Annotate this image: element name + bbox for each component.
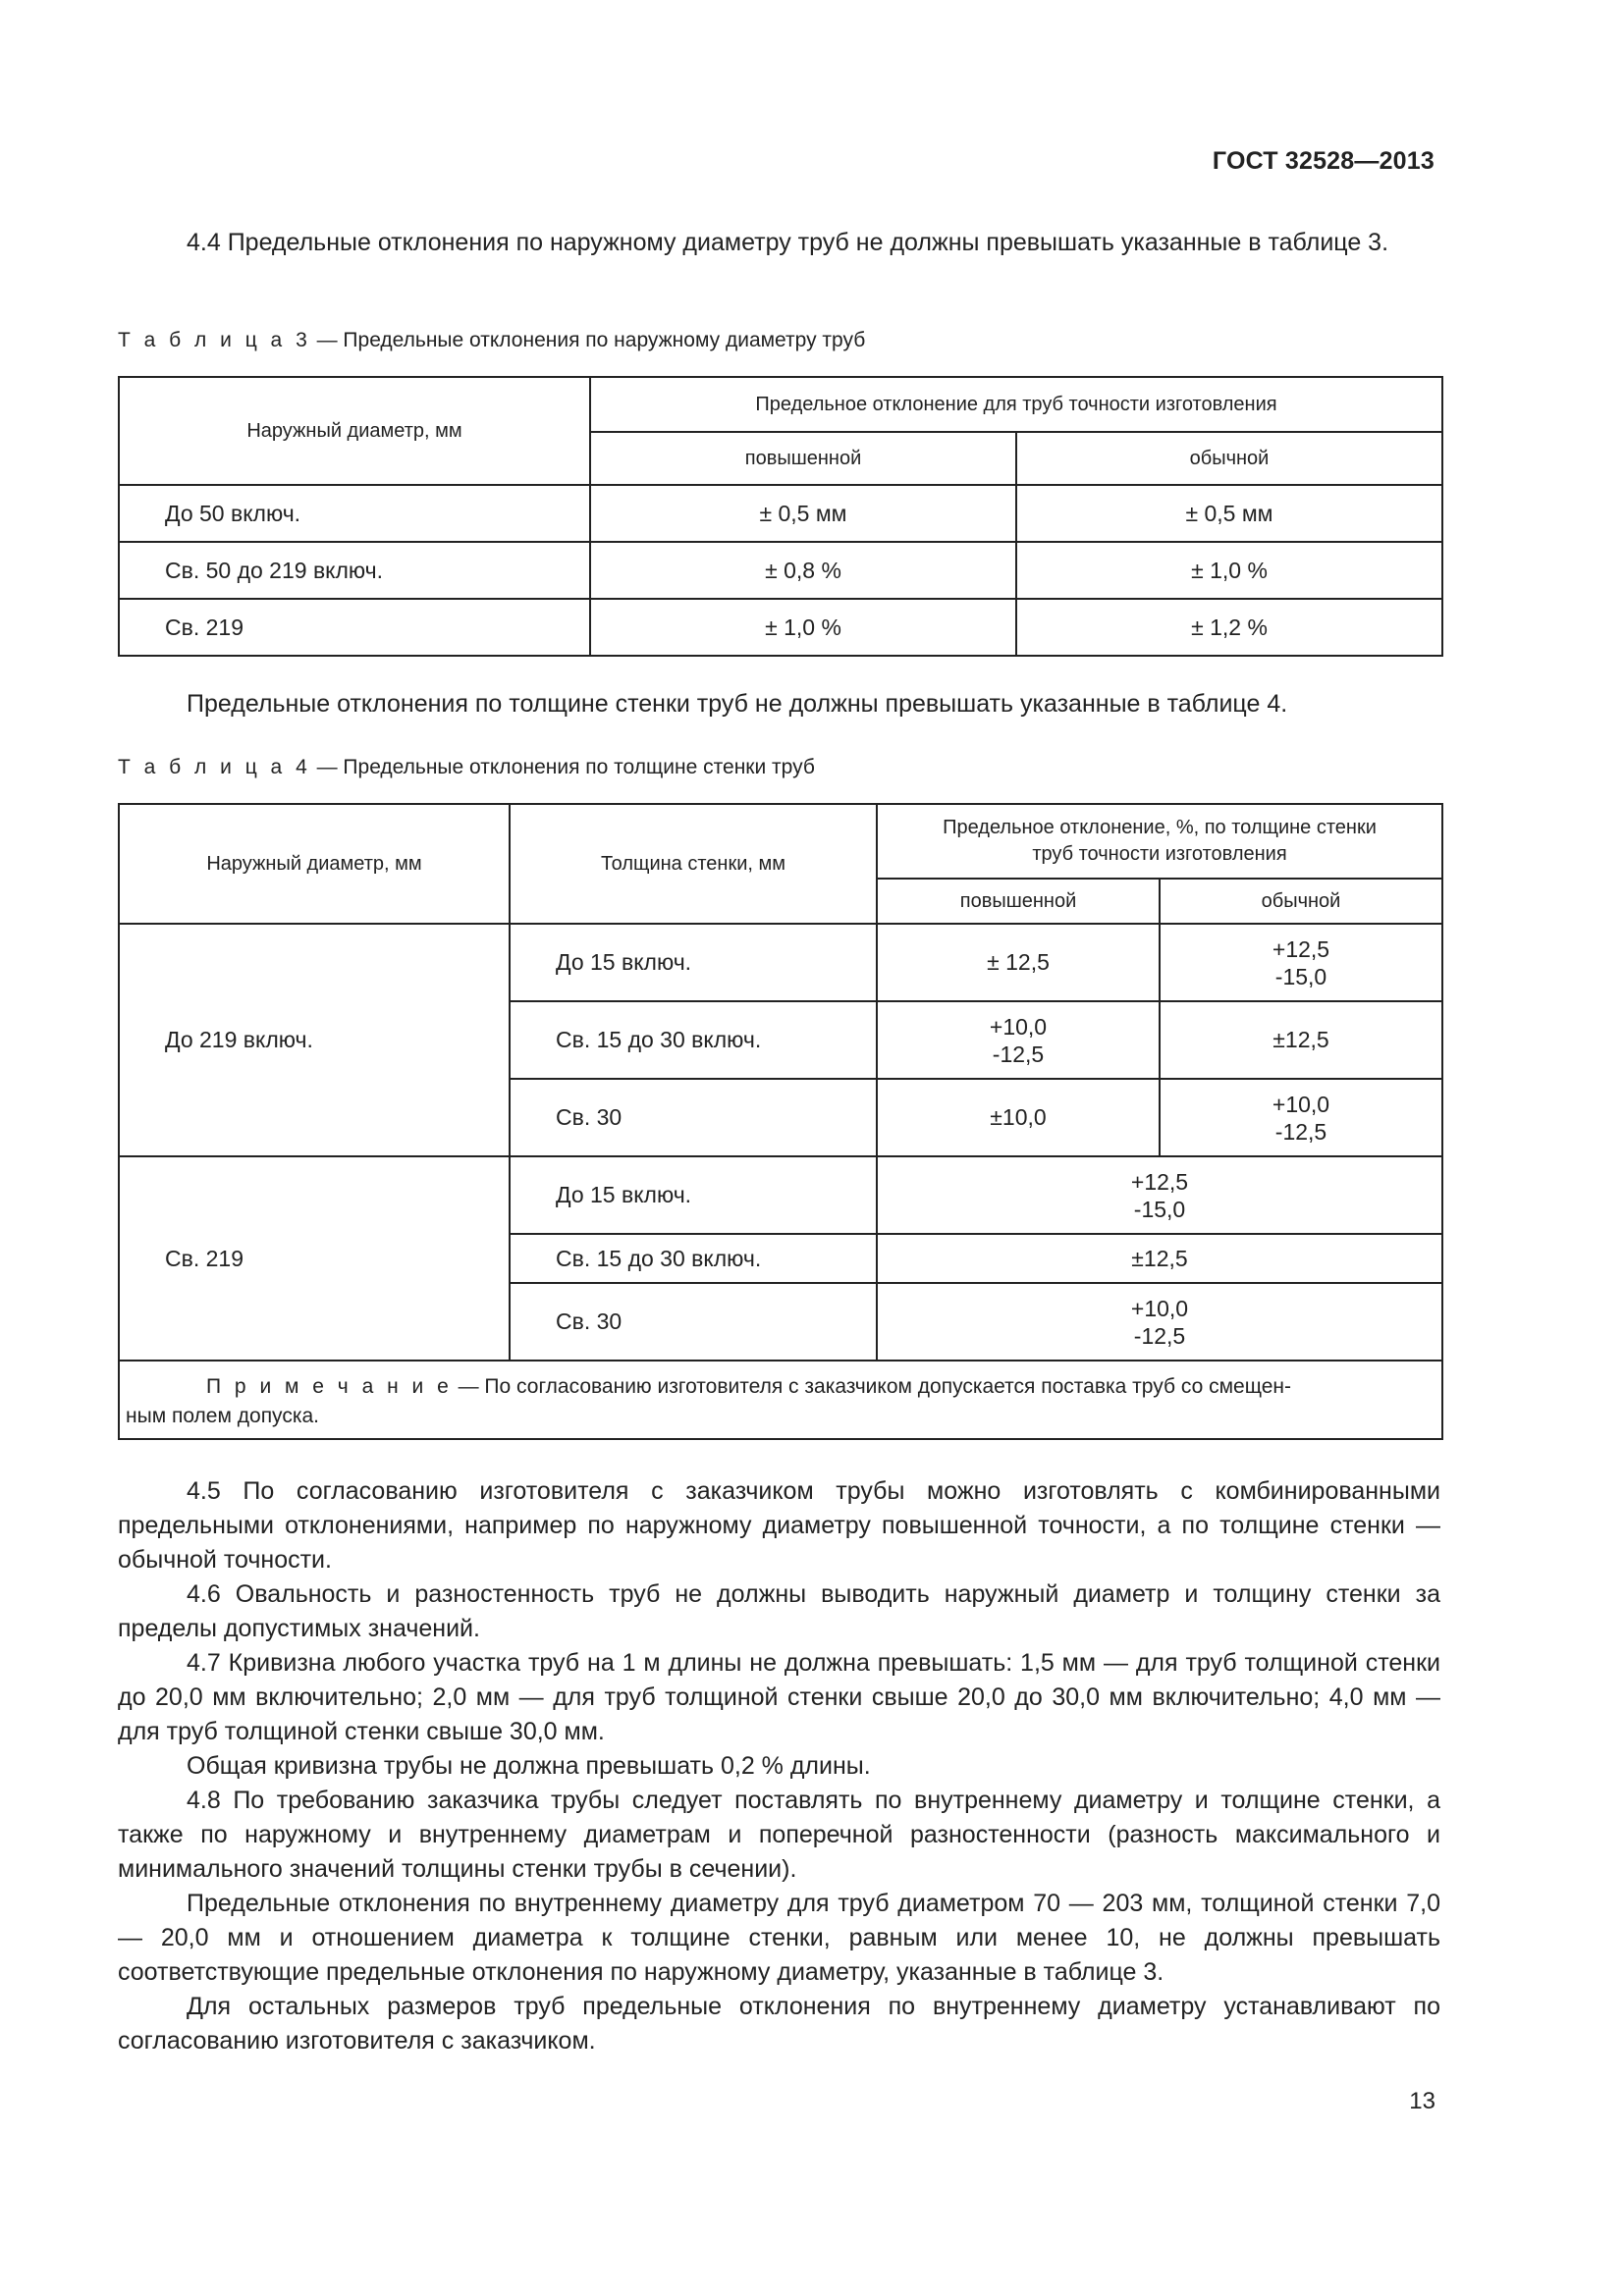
table-note [119,1361,1442,1439]
table-3 [118,376,1443,657]
t4-cell-wall: Св. 30 [510,1079,877,1156]
t4-group1-diameter: До 219 включ. [119,924,510,1156]
table-row [119,542,1442,599]
t4-cell-value [877,1283,1442,1361]
t4-cell-high: ±10,0 [877,1079,1160,1156]
t4-cell-wall: Св. 15 до 30 включ. [510,1234,877,1283]
t4-header-normal: обычной [1160,879,1442,924]
t4-cell-wall: До 15 включ. [510,924,877,1001]
t4-value-plus: +12,5 [1130,1168,1189,1195]
t3-header-diameter: Наружный диаметр, мм [119,377,590,485]
t4-header-high: повышенной [877,879,1160,924]
table4-caption [118,756,815,779]
t3-cell-diameter: Св. 219 [119,599,590,656]
t4-cell-wall: Св. 30 [510,1283,877,1361]
t4-value-minus: -15,0 [1133,1196,1186,1222]
paragraph-4-4: 4.4 Предельные отклонения по наружному диаметру труб не должны превышать указанные в таблице 3. [187,229,1389,256]
t4-value-plus: +10,0 [1272,1091,1330,1117]
table-4 [118,803,1443,1440]
t3-cell-normal: ± 0,5 мм [1016,485,1442,542]
t4-value-plus: +10,0 [989,1013,1048,1040]
table4-caption-prefix: Т а б л и ц а 4 [118,756,311,778]
table-row [119,924,1442,1001]
t4-cell-wall: Св. 15 до 30 включ. [510,1001,877,1079]
note-line-1 [126,1372,1435,1402]
t4-value-minus: -15,0 [1274,963,1327,989]
note-prefix: П р и м е ч а н и е [206,1375,453,1398]
table-row [119,1156,1442,1234]
page-number: 13 [1409,2088,1435,2114]
t4-header-wall: Толщина стенки, мм [510,804,877,924]
table-note-row [119,1361,1442,1439]
t4-value-minus: -12,5 [992,1041,1045,1067]
table4-caption-text: — Предельные отклонения по толщине стенки труб [310,756,815,778]
t3-header-high: повышенной [590,432,1016,485]
t4-cell-value [877,1156,1442,1234]
t3-cell-diameter: До 50 включ. [119,485,590,542]
t3-cell-normal: ± 1,2 % [1016,599,1442,656]
t4-value-plus: +10,0 [1130,1295,1189,1321]
standard-code: ГОСТ 32528—2013 [1212,147,1435,175]
t4-header-deviation-line2: труб точности изготовления [1032,843,1287,865]
paragraph-4-7: 4.7 Кривизна любого участка труб на 1 м длины не должна превышать: 1,5 мм — для труб толщиной стенки до 20,0 мм включительно; 2,0 мм — для труб толщиной стенки свыше 20,0 до 30,0 мм включительно; 4,0 мм — для труб толщиной стенки свыше 30,0 мм. [118,1649,1440,1745]
table-row [119,485,1442,542]
t4-header-diameter: Наружный диаметр, мм [119,804,510,924]
t3-header-deviation: Предельное отклонение для труб точности изготовления [590,377,1442,432]
t3-cell-high: ± 0,5 мм [590,485,1016,542]
t4-cell-normal [1160,1079,1442,1156]
paragraph-4-8: 4.8 По требованию заказчика трубы следует поставлять по внутреннему диаметру и толщине стенки, а также по наружному и внутреннему диаметрам и поперечной разностенности (разность максимального и минимального значений толщины стенки трубы в сечении). [118,1787,1440,1883]
table3-caption-text: — Предельные отклонения по наружному диаметру труб [310,329,866,351]
t3-cell-normal: ± 1,0 % [1016,542,1442,599]
t4-value-minus: -12,5 [1133,1322,1186,1349]
t3-cell-diameter: Св. 50 до 219 включ. [119,542,590,599]
t3-cell-high: ± 1,0 % [590,599,1016,656]
paragraph-4-5: 4.5 По согласованию изготовителя с заказчиком трубы можно изготовлять с комбинированными предельными отклонениями, например по наружному диаметру повышенной точности, а по толщине стенки — обычной точности. [118,1477,1440,1574]
paragraph-4-6: 4.6 Овальность и разностенность труб не должны выводить наружный диаметр и толщину стенки за пределы допустимых значений. [118,1580,1440,1642]
t4-value-minus: -12,5 [1274,1118,1327,1145]
t4-cell-high [877,1001,1160,1079]
t3-header-normal: обычной [1016,432,1442,485]
table-row [119,599,1442,656]
table3-caption [118,329,865,352]
paragraph-wall-thickness: Предельные отклонения по толщине стенки труб не должны превышать указанные в таблице 4. [187,690,1288,718]
paragraph-other-sizes: Для остальных размеров труб предельные отклонения по внутреннему диаметру устанавливают по согласованию изготовителя с заказчиком. [118,1993,1440,2055]
t4-cell-normal: ±12,5 [1160,1001,1442,1079]
table3-caption-prefix: Т а б л и ц а 3 [118,329,311,351]
t4-cell-high: ± 12,5 [877,924,1160,1001]
t4-cell-normal [1160,924,1442,1001]
t4-cell-wall: До 15 включ. [510,1156,877,1234]
t3-cell-high: ± 0,8 % [590,542,1016,599]
t4-header-deviation [877,804,1442,879]
note-line-2: ным полем допуска. [126,1405,319,1427]
t4-group2-diameter: Св. 219 [119,1156,510,1361]
note-text-1: — По согласованию изготовителя с заказчиком допускается поставка труб со смещен- [452,1375,1292,1398]
paragraph-inner-diameter: Предельные отклонения по внутреннему диаметру для труб диаметром 70 — 203 мм, толщиной стенки 7,0 — 20,0 мм и отношением диаметра к толщине стенки, равным или менее 10, не должны превышать соответствующие предельные отклонения по наружному диаметру, указанные в таблице 3. [118,1890,1440,1986]
t4-cell-value: ±12,5 [877,1234,1442,1283]
t4-header-deviation-line1: Предельное отклонение, %, по толщине стенки [943,817,1377,838]
t4-value-plus: +12,5 [1272,935,1330,962]
paragraph-total-curvature: Общая кривизна трубы не должна превышать 0,2 % длины. [187,1752,871,1780]
